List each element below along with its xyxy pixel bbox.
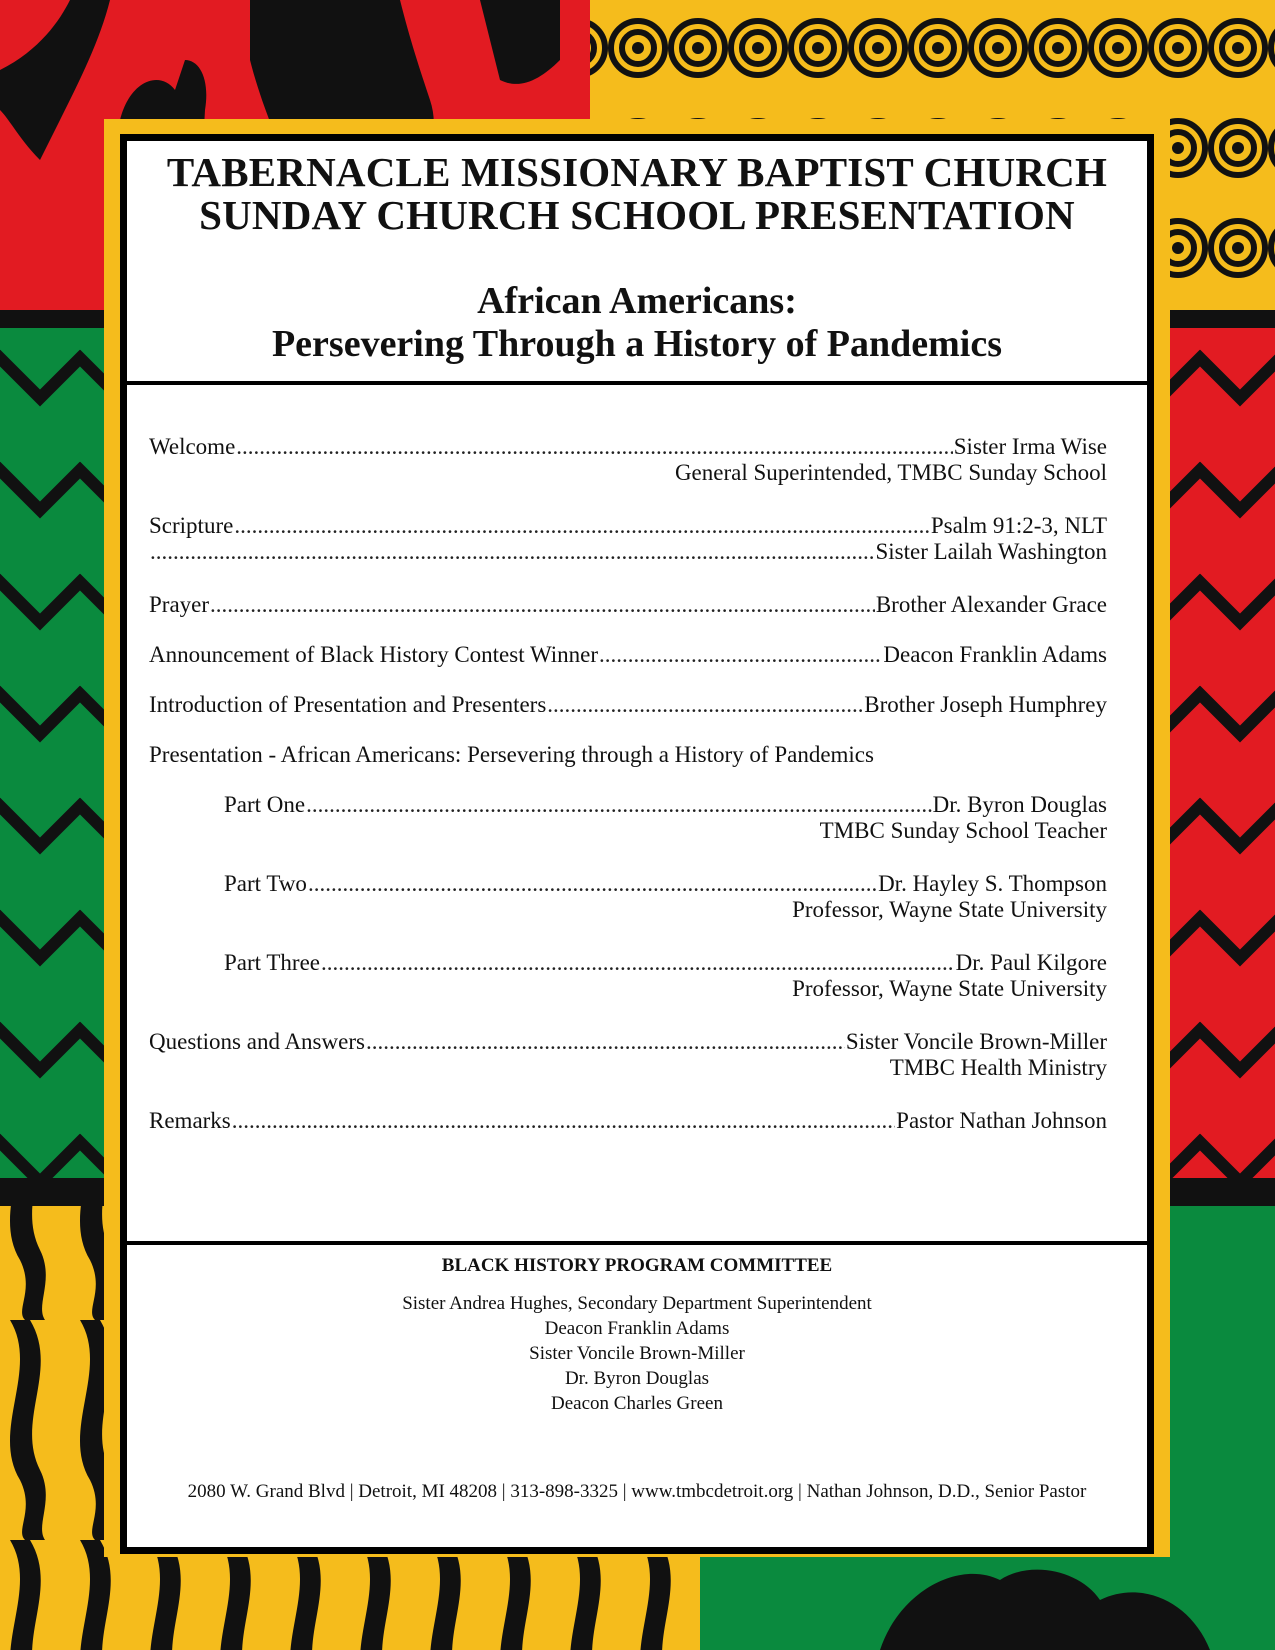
subtitle-line-2: Persevering Through a History of Pandemics xyxy=(271,323,1003,365)
dot-leader xyxy=(236,434,952,460)
program-item-name: Pastor Nathan Johnson xyxy=(896,1108,1107,1133)
program-item-label: Introduction of Presentation and Presenters xyxy=(149,692,547,717)
dot-leader xyxy=(547,692,863,718)
program-item-part-three xyxy=(149,950,1107,976)
program-item-label: Welcome xyxy=(149,434,236,459)
program-item-presentation xyxy=(149,742,1107,768)
program-item-name: Dr. Hayley S. Thompson xyxy=(878,871,1107,896)
dot-leader xyxy=(234,513,930,539)
dot-leader xyxy=(366,1029,845,1055)
committee-member: Dr. Byron Douglas xyxy=(564,1368,710,1389)
program-item-detail: TMBC Health Ministry xyxy=(889,1055,1107,1080)
program-item-label: Part Two xyxy=(224,871,307,896)
program-item-label: Scripture xyxy=(149,513,234,538)
header-divider xyxy=(127,381,1147,385)
program-item-detail: Professor, Wayne State University xyxy=(792,897,1107,922)
program-item-label: Announcement of Black History Contest Winner xyxy=(149,642,598,667)
program-item-name: Sister Irma Wise xyxy=(953,434,1107,459)
program-order xyxy=(149,434,1107,1134)
committee-title: BLACK HISTORY PROGRAM COMMITTEE xyxy=(441,1255,833,1276)
program-item-label: Prayer xyxy=(149,592,210,617)
program-item-part-two xyxy=(149,871,1107,897)
program-item-name: Brother Joseph Humphrey xyxy=(864,692,1107,717)
program-item-label: Part One xyxy=(224,792,306,817)
dot-leader xyxy=(306,792,931,818)
dot-leader xyxy=(210,592,875,618)
program-item-label: Part Three xyxy=(224,950,321,975)
dot-leader xyxy=(321,950,955,976)
program-item-label: Remarks xyxy=(149,1108,231,1133)
program-item-label: Presentation - African Americans: Persevering through a History of Pandemics xyxy=(149,742,874,767)
program-item-remarks xyxy=(149,1108,1107,1134)
committee-member: Deacon Charles Green xyxy=(551,1393,723,1414)
program-item-name: Psalm 91:2-3, NLT xyxy=(930,513,1107,538)
program-item-detail: General Superintended, TMBC Sunday School xyxy=(674,460,1107,485)
program-item-part-one xyxy=(149,792,1107,818)
committee-member: Sister Andrea Hughes, Secondary Department Superintendent xyxy=(402,1293,872,1314)
committee-divider xyxy=(127,1241,1147,1245)
program-item-detail: Professor, Wayne State University xyxy=(792,976,1107,1001)
footer-contact: 2080 W. Grand Blvd | Detroit, MI 48208 | 313-898-3325 | www.tmbcdetroit.org | Nathan Johnson, D.D., Senior Pastor xyxy=(187,1481,1087,1502)
header xyxy=(127,151,1147,366)
program-item-name: Dr. Byron Douglas xyxy=(932,792,1107,817)
program-item-detail: TMBC Sunday School Teacher xyxy=(819,818,1107,843)
program-item-questions xyxy=(149,1029,1107,1055)
dot-leader xyxy=(232,1108,895,1134)
program-item-name: Sister Voncile Brown-Miller xyxy=(845,1029,1107,1054)
program-panel xyxy=(120,134,1154,1554)
program-item-name: Dr. Paul Kilgore xyxy=(955,950,1107,975)
subtitle-line-1: African Americans: xyxy=(477,280,797,322)
dot-leader xyxy=(150,539,874,565)
program-item-name: Deacon Franklin Adams xyxy=(883,642,1107,667)
dot-leader xyxy=(308,871,877,897)
program-title: SUNDAY CHURCH SCHOOL PRESENTATION xyxy=(199,192,1075,238)
church-name: TABERNACLE MISSIONARY BAPTIST CHURCH xyxy=(166,149,1108,195)
program-item-label: Questions and Answers xyxy=(149,1029,365,1054)
program-item-name: Brother Alexander Grace xyxy=(875,592,1107,617)
program-item-welcome xyxy=(149,434,1107,460)
program-item-scripture xyxy=(149,513,1107,539)
committee-member: Sister Voncile Brown-Miller xyxy=(529,1343,745,1364)
program-item-introduction xyxy=(149,692,1107,718)
program-item-announcement xyxy=(149,642,1107,668)
program-item-prayer xyxy=(149,592,1107,618)
program-item-scripture-reader xyxy=(149,539,1107,565)
committee-member: Deacon Franklin Adams xyxy=(544,1318,730,1339)
program-item-name: Sister Lailah Washington xyxy=(875,539,1107,564)
committee-section xyxy=(127,1253,1147,1416)
dot-leader xyxy=(599,642,882,668)
